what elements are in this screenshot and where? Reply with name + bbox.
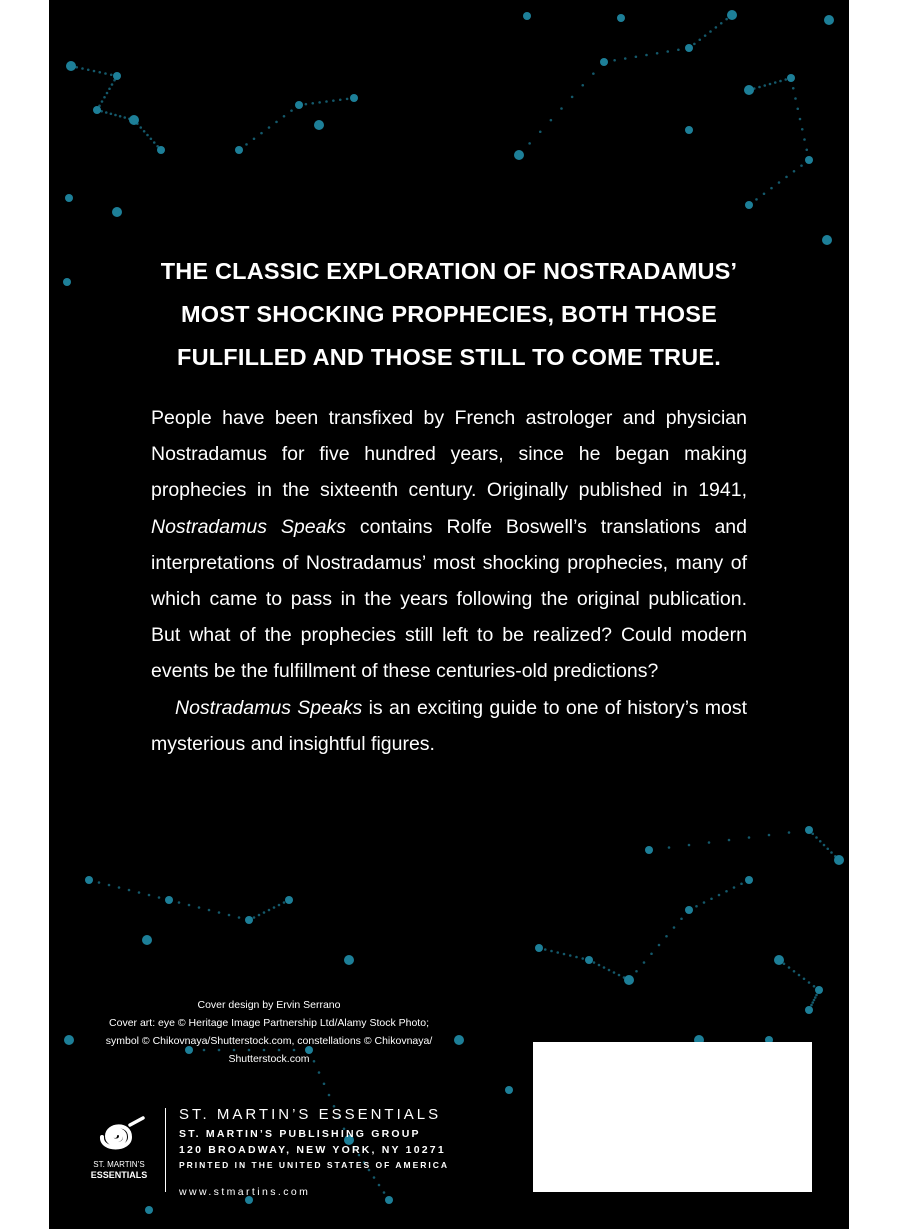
constellation-dot (290, 109, 293, 112)
constellation-dot (656, 52, 659, 55)
constellation-dot (156, 145, 159, 148)
star-dot (285, 896, 293, 904)
constellation-dot (725, 18, 728, 21)
constellation-dot (668, 846, 671, 849)
constellation-dot (811, 832, 814, 835)
constellation-dot (569, 954, 572, 957)
constellation-dot (118, 886, 121, 889)
constellation-dot (75, 66, 78, 69)
constellation-dot (809, 1006, 812, 1009)
constellation-dot (178, 901, 181, 904)
star-dot (600, 58, 608, 66)
printed-in: PRINTED IN THE UNITED STATES OF AMERICA (179, 1160, 450, 1170)
description-paragraph-1 (151, 400, 747, 690)
constellation-dot (346, 98, 349, 101)
constellation-dot (673, 926, 676, 929)
constellation-dot (728, 839, 731, 842)
constellation-dot (148, 894, 151, 897)
constellation-dot (796, 107, 799, 110)
imprint-name: ST. MARTIN’S ESSENTIALS (179, 1106, 442, 1123)
constellation-dot (305, 103, 308, 106)
constellation-dot (763, 84, 766, 87)
constellation-dot (98, 881, 101, 884)
constellation-dot (139, 126, 142, 129)
constellation-dot (544, 948, 547, 951)
constellation-dot (339, 98, 342, 101)
publisher-url[interactable]: www.stmartins.com (179, 1186, 311, 1198)
constellation-dot (273, 906, 276, 909)
star-dot (645, 846, 653, 854)
constellation-dot (698, 38, 701, 41)
constellation-dot (814, 996, 817, 999)
constellation-dot (263, 911, 266, 914)
headline-line-3: FULFILLED AND THOSE STILL TO COME TRUE. (177, 344, 721, 370)
barcode-area (533, 1042, 812, 1192)
constellation-dot (323, 1082, 326, 1085)
constellation-dot (581, 84, 584, 87)
constellation-dot (813, 999, 816, 1002)
star-dot (350, 94, 358, 102)
star-dot (85, 876, 93, 884)
star-dot (727, 10, 737, 20)
constellation-dot (793, 970, 796, 973)
constellation-dot (823, 844, 826, 847)
constellation-dot (815, 994, 818, 997)
star-dot (535, 944, 543, 952)
constellation-dot (608, 969, 611, 972)
constellation-dot (613, 59, 616, 62)
constellation-dot (228, 914, 231, 917)
constellation-dot (680, 917, 683, 920)
constellation-dot (763, 192, 766, 195)
constellation-dot (119, 115, 122, 118)
constellation-dot (816, 991, 819, 994)
constellation-dot (98, 104, 101, 107)
constellation-dot (81, 67, 84, 70)
constellation-dot (635, 55, 638, 58)
constellation-dot (101, 100, 104, 103)
constellation-dot (143, 130, 146, 133)
star-dot (585, 956, 593, 964)
star-dot (685, 126, 693, 134)
constellation-dot (693, 43, 696, 46)
constellation-dot (718, 894, 721, 897)
constellation-dot (332, 99, 335, 102)
constellation-dot (794, 97, 797, 100)
star-dot (685, 906, 693, 914)
constellation-dot (774, 81, 777, 84)
constellation-dot (592, 72, 595, 75)
constellation-dot (198, 906, 201, 909)
star-dot (745, 201, 753, 209)
star-dot (805, 826, 813, 834)
constellation-dot (283, 901, 286, 904)
book-title: Nostradamus Speaks (175, 696, 363, 719)
star-dot (523, 12, 531, 20)
constellation-dot (103, 96, 106, 99)
constellation-dot (571, 96, 574, 99)
constellation-dot (784, 78, 787, 81)
constellation-dot (709, 30, 712, 33)
constellation-dot (708, 841, 711, 844)
constellation-dot (560, 107, 563, 110)
star-dot (93, 106, 101, 114)
star-dot (344, 955, 354, 965)
constellation-dot (146, 134, 149, 137)
constellation-dot (798, 974, 801, 977)
star-dot (824, 15, 834, 25)
constellation-dot (805, 148, 808, 151)
constellation-dot (623, 976, 626, 979)
constellation-dot (238, 916, 241, 919)
book-title: Nostradamus Speaks (151, 515, 346, 538)
constellation-dot (755, 198, 758, 201)
constellation-dot (128, 889, 131, 892)
constellation-dot (575, 956, 578, 959)
constellation-dot (733, 886, 736, 889)
constellation-dot (253, 916, 256, 919)
constellation-dot (768, 834, 771, 837)
constellation-dot (208, 909, 211, 912)
constellation-dot (268, 126, 271, 129)
constellation-dot (618, 974, 621, 977)
constellation-dot (528, 142, 531, 145)
constellation-dot (769, 83, 772, 86)
star-dot (774, 955, 784, 965)
star-dot (66, 61, 76, 71)
star-dot (235, 146, 243, 154)
constellation-dot (793, 170, 796, 173)
constellation-dot (258, 914, 261, 917)
constellation-dot (650, 952, 653, 955)
spiral-logo-icon (85, 1110, 153, 1158)
constellation-dot (830, 851, 833, 854)
constellation-dot (800, 164, 803, 167)
constellation-dot (100, 110, 103, 113)
star-dot (617, 14, 625, 22)
constellation-dot (753, 87, 756, 90)
logo-line-1: ST. MARTIN’S (93, 1160, 145, 1169)
constellation-dot (283, 115, 286, 118)
star-dot (113, 72, 121, 80)
constellation-dot (715, 26, 718, 29)
constellation-dot (635, 970, 638, 973)
constellation-dot (318, 1071, 321, 1074)
star-dot (805, 156, 813, 164)
constellation-dot (318, 101, 321, 104)
constellation-dot (758, 86, 761, 89)
publisher-group: ST. MARTIN’S PUBLISHING GROUP (179, 1128, 421, 1140)
description-text: contains Rolfe Boswell’s translations and interpretations of Nostradamus’ most shocking prophecies, many of which came to pass in the years following the original publication. But what of the prophecies still left to be realized? Could modern events be the fulfillment of these centuries-old predictions? (151, 515, 748, 683)
constellation-dot (710, 897, 713, 900)
constellation-dot (106, 92, 109, 95)
constellation-dot (158, 896, 161, 899)
constellation-dot (643, 961, 646, 964)
constellation-dot (111, 83, 114, 86)
constellation-dot (677, 48, 680, 51)
constellation-dot (550, 119, 553, 122)
constellation-dot (108, 87, 111, 90)
headline (49, 250, 849, 379)
star-dot (454, 1035, 464, 1045)
constellation-dot (819, 840, 822, 843)
constellation-dot (136, 122, 139, 125)
constellation-dot (128, 117, 131, 120)
constellation-dot (87, 68, 90, 71)
constellation-dot (110, 73, 113, 76)
art-credit-line-3: Shutterstock.com (228, 1053, 310, 1065)
star-dot (142, 935, 152, 945)
constellation-dot (725, 890, 728, 893)
star-dot (505, 1086, 513, 1094)
star-dot (145, 1206, 153, 1214)
star-dot (514, 150, 524, 160)
constellation-dot (114, 114, 117, 117)
star-dot (744, 85, 754, 95)
constellation-dot (778, 181, 781, 184)
constellation-dot (581, 957, 584, 960)
constellation-dot (245, 143, 248, 146)
star-dot (112, 207, 122, 217)
logo-line-2: ESSENTIALS (90, 1170, 148, 1180)
description-text: is an exciting guide to one of history’s most mysterious and insightful figures. (151, 696, 747, 755)
constellation-dot (260, 132, 263, 135)
constellation-dot (328, 1094, 331, 1097)
constellation-dot (268, 909, 271, 912)
constellation-dot (808, 981, 811, 984)
star-dot (624, 975, 634, 985)
constellation-dot (688, 844, 691, 847)
constellation-dot (788, 966, 791, 969)
constellation-dot (325, 100, 328, 103)
star-dot (745, 876, 753, 884)
constellation-dot (792, 87, 795, 90)
constellation-dot (275, 121, 278, 124)
logo-divider (165, 1108, 166, 1192)
constellation-dot (811, 1001, 814, 1004)
constellation-dot (98, 71, 101, 74)
constellation-dot (815, 836, 818, 839)
constellation-dot (539, 130, 542, 133)
constellation-dot (785, 176, 788, 179)
description-text: People have been transfixed by French astrologer and physician Nostradamus for five hundred years, since he began making prophecies in the sixteenth century. Originally published in 1941, (151, 407, 747, 502)
constellation-dot (704, 34, 707, 37)
constellation-dot (105, 111, 108, 114)
constellation-dot (123, 116, 126, 119)
constellation-dot (113, 79, 116, 82)
constellation-dot (658, 944, 661, 947)
constellation-dot (218, 911, 221, 914)
constellation-dot (666, 50, 669, 53)
back-cover (49, 0, 849, 1229)
constellation-dot (253, 137, 256, 140)
constellation-dot (803, 138, 806, 141)
constellation-dot (695, 905, 698, 908)
publisher-info (179, 1104, 449, 1200)
constellation-dot (740, 882, 743, 885)
cover-credits (89, 996, 449, 1068)
star-dot (64, 1035, 74, 1045)
description-paragraph-2 (151, 690, 747, 762)
constellation-dot (598, 964, 601, 967)
design-credit: Cover design by Ervin Serrano (197, 999, 341, 1011)
constellation-dot (826, 847, 829, 850)
constellation-dot (834, 855, 837, 858)
constellation-dot (188, 904, 191, 907)
constellation-dot (550, 950, 553, 953)
constellation-dot (624, 57, 627, 60)
constellation-dot (311, 102, 314, 105)
constellation-dot (813, 985, 816, 988)
constellation-dot (783, 962, 786, 965)
constellation-dot (803, 977, 806, 980)
headline-line-2: MOST SHOCKING PROPHECIES, BOTH THOSE (181, 301, 717, 327)
constellation-dot (810, 1004, 813, 1007)
star-dot (787, 74, 795, 82)
publisher-address: 120 BROADWAY, NEW YORK, NY 10271 (179, 1144, 446, 1156)
constellation-dot (150, 137, 153, 140)
constellation-dot (665, 935, 668, 938)
star-dot (822, 235, 832, 245)
constellation-dot (720, 22, 723, 25)
star-dot (165, 896, 173, 904)
constellation-dot (104, 72, 107, 75)
publisher-logo (79, 1110, 159, 1185)
headline-line-1: THE CLASSIC EXPLORATION OF NOSTRADAMUS’ (160, 258, 738, 284)
constellation-dot (108, 884, 111, 887)
constellation-dot (603, 966, 606, 969)
constellation-dot (703, 901, 706, 904)
star-dot (685, 44, 693, 52)
constellation-dot (110, 112, 113, 115)
constellation-dot (779, 80, 782, 83)
constellation-dot (153, 141, 156, 144)
description (151, 400, 747, 762)
star-dot (314, 120, 324, 130)
art-credit-line-1: Cover art: eye © Heritage Image Partnership Ltd/Alamy Stock Photo; (109, 1017, 429, 1029)
constellation-dot (788, 831, 791, 834)
constellation-dot (278, 904, 281, 907)
constellation-dot (556, 951, 559, 954)
constellation-dot (799, 118, 802, 121)
star-dot (245, 916, 253, 924)
art-credit-line-2: symbol © Chikovnaya/Shutterstock.com, constellations © Chikovnaya/ (105, 1035, 433, 1047)
constellation-dot (613, 971, 616, 974)
constellation-dot (801, 128, 804, 131)
constellation-dot (563, 953, 566, 956)
constellation-dot (748, 836, 751, 839)
constellation-dot (138, 891, 141, 894)
constellation-dot (770, 187, 773, 190)
constellation-dot (645, 54, 648, 57)
star-dot (295, 101, 303, 109)
constellation-dot (93, 70, 96, 73)
constellation-dot (593, 961, 596, 964)
star-dot (65, 194, 73, 202)
